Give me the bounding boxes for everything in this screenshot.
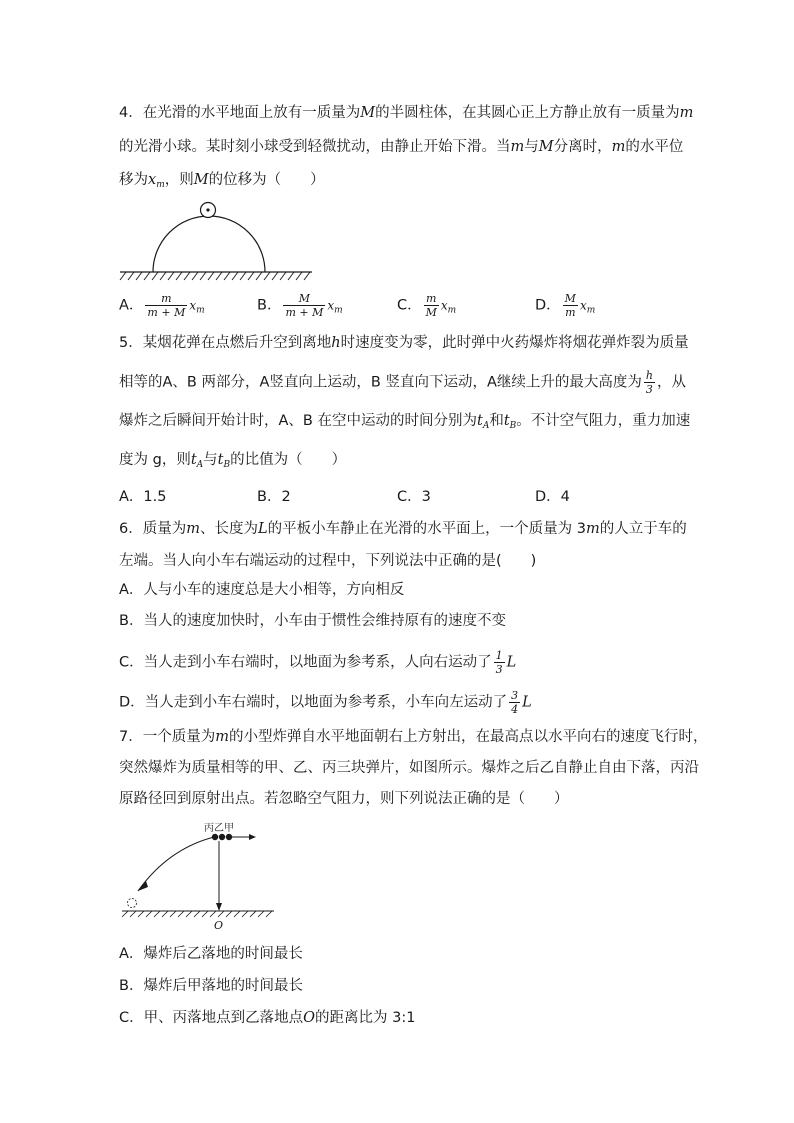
q7-option-a[interactable]: A．爆炸后乙落地的时间最长 <box>119 946 303 962</box>
var-sub: m <box>334 305 343 316</box>
q5-text: 时速度变为零，此时弹中火药爆炸将烟花弹炸裂为质量 <box>340 335 689 351</box>
option-label: A． <box>119 297 144 314</box>
fraction-den: 4 <box>511 703 519 716</box>
q4-text: 4．在光滑的水平地面上放有一质量为 <box>119 105 361 121</box>
fraction <box>644 369 655 396</box>
q6-text: 的人立于车的 <box>599 521 687 537</box>
q4-text: 分离时， <box>553 139 612 155</box>
fraction <box>494 649 505 676</box>
fraction <box>509 689 520 716</box>
var-sub: A <box>196 460 204 470</box>
q4-text: 的位移为（ ） <box>208 172 325 188</box>
q6-text: 6．质量为 <box>119 521 187 537</box>
q4-half-cylinder-figure <box>118 198 318 284</box>
var-M: M <box>538 139 554 155</box>
q5-line-4 <box>119 450 346 475</box>
var-x: x <box>189 298 197 313</box>
q5-text: 与 <box>203 452 218 468</box>
var-L: L <box>257 521 268 537</box>
q6-option-b[interactable]: B．当人的速度加快时，小车由于惯性会维持原有的速度不变 <box>119 613 506 629</box>
q5-option-d[interactable]: D．4 <box>535 489 570 505</box>
var-t: t <box>190 452 197 468</box>
q5-text: 爆炸之后瞬间开始计时，A、B 在空中运动的时间分别为 <box>119 413 477 429</box>
q4-text: 的水平位 <box>625 139 684 155</box>
fraction-den: 3 <box>495 663 503 676</box>
q4-option-c[interactable] <box>397 292 456 321</box>
var-m: m <box>679 105 694 121</box>
var-m: m <box>585 521 600 537</box>
fraction-den: M <box>425 306 437 319</box>
q7-line-2: 突然爆炸为质量相等的甲、乙、丙三块弹片，如图所示。爆炸之后乙自静止自由下落，丙沿 <box>119 760 699 776</box>
q7-fig-label-O: O <box>214 919 224 932</box>
var-sub: B <box>223 460 231 470</box>
q6-text: 、长度为 <box>199 521 258 537</box>
q6-option-d[interactable] <box>119 689 532 716</box>
q5-text: 相等的A、B 两部分，A竖直向上运动，B 竖直向下运动，A继续上升的最大高度为 <box>119 374 642 391</box>
q7-option-c[interactable] <box>119 1008 415 1028</box>
var-m: m <box>611 139 626 155</box>
fraction-den: 3 <box>645 383 653 396</box>
fraction-num: m <box>145 292 187 306</box>
q7-line-1 <box>119 727 707 747</box>
var-m: m <box>215 729 229 745</box>
q4-option-d[interactable] <box>535 292 595 321</box>
q7-line-3: 原路径回到原射出点。若忽略空气阻力，则下列说法正确的是（ ） <box>119 791 569 807</box>
fraction-num: 1 <box>495 649 503 662</box>
q6-line-2: 左端。当人向小车右端运动的过程中，下列说法中正确的是( ) <box>119 553 537 569</box>
var-sub: m <box>156 180 165 190</box>
var-t: t <box>476 413 483 429</box>
var-L: L <box>522 694 532 711</box>
q5-line-3 <box>119 411 690 436</box>
q7-text: 的小型炸弹自水平地面朝右上方射出，在最高点以水平向右的速度飞行时， <box>228 729 708 745</box>
fraction-den: m + M <box>285 306 324 319</box>
var-sub: A <box>482 421 490 431</box>
q5-text: 的比值为（ ） <box>230 452 347 468</box>
q7-fig-label-top: 丙乙甲 <box>204 823 234 834</box>
var-t: t <box>503 413 510 429</box>
q7-option-b[interactable]: B．爆炸后甲落地的时间最长 <box>119 978 303 994</box>
fraction <box>563 292 578 319</box>
var-h: h <box>331 335 341 351</box>
q5-option-c[interactable]: C．3 <box>397 489 431 505</box>
q4-text: 的光滑小球。某时刻小球受到轻微扰动，由静止开始下滑。当 <box>119 139 511 155</box>
option-text: C．当人走到小车右端时，以地面为参考系，人向右运动了 <box>119 654 492 671</box>
var-t: t <box>217 452 224 468</box>
fraction-num: h <box>645 369 653 382</box>
q5-text: 5．某烟花弹在点燃后升空到离地 <box>119 335 332 351</box>
var-x: x <box>327 298 335 313</box>
var-sub: m <box>586 305 596 316</box>
var-sub: m <box>447 305 457 316</box>
var-x: x <box>579 298 587 313</box>
q6-option-c[interactable] <box>119 649 516 676</box>
q4-option-a[interactable] <box>119 292 205 321</box>
fraction-den: m + M <box>147 306 186 319</box>
q4-text: 的半圆柱体，在其圆心正上方静止放有一质量为 <box>375 105 680 121</box>
fraction <box>424 292 439 319</box>
option-text: C．甲、丙落地点到乙落地点 <box>119 1010 304 1026</box>
fraction-num: M <box>564 292 576 305</box>
q5-option-b[interactable]: B．2 <box>257 489 291 505</box>
q4-line-3 <box>119 170 325 195</box>
q4-text: 移为 <box>119 172 148 188</box>
q5-option-a[interactable]: A．1.5 <box>119 489 167 505</box>
option-text: D．当人走到小车右端时，以地面为参考系，小车向左运动了 <box>119 694 508 711</box>
var-sub: B <box>509 421 517 431</box>
q7-text: 7．一个质量为 <box>119 729 216 745</box>
var-O: O <box>303 1010 316 1026</box>
fraction <box>145 292 187 319</box>
fraction-num: 3 <box>511 689 519 702</box>
fraction-num: m <box>424 292 439 306</box>
var-M: M <box>360 105 376 121</box>
q5-line-2 <box>119 369 686 396</box>
fraction <box>283 292 325 319</box>
var-M: M <box>193 172 209 188</box>
var-x: x <box>148 172 157 188</box>
q5-text: 和 <box>489 413 504 429</box>
var-m: m <box>510 139 525 155</box>
q5-text: ，从 <box>656 374 686 391</box>
q6-line-1 <box>119 519 687 539</box>
var-x: x <box>440 298 448 313</box>
var-sub: m <box>196 305 205 316</box>
q5-line-1 <box>119 333 689 353</box>
q4-option-b[interactable] <box>257 292 343 321</box>
q7-explosion-figure <box>118 815 288 935</box>
q4-text: ，则 <box>164 172 194 188</box>
fraction-num: M <box>283 292 325 306</box>
q4-line-1 <box>119 103 693 123</box>
q4-line-2 <box>119 137 683 157</box>
q4-text: 与 <box>524 139 539 155</box>
option-label: C． <box>397 297 422 314</box>
var-L: L <box>506 654 517 671</box>
q5-text: 。不计空气阻力，重力加速 <box>516 413 691 429</box>
option-text: 的距离比为 3:1 <box>315 1010 416 1026</box>
option-label: B． <box>257 297 282 314</box>
q6-option-a[interactable]: A．人与小车的速度总是大小相等，方向相反 <box>119 582 405 598</box>
var-m: m <box>186 521 200 537</box>
fraction-den: m <box>565 306 576 319</box>
q6-text: 的平板小车静止在光滑的水平面上，一个质量为 3 <box>267 521 586 537</box>
option-label: D． <box>535 297 561 314</box>
q5-text: 度为 g，则 <box>119 452 191 468</box>
